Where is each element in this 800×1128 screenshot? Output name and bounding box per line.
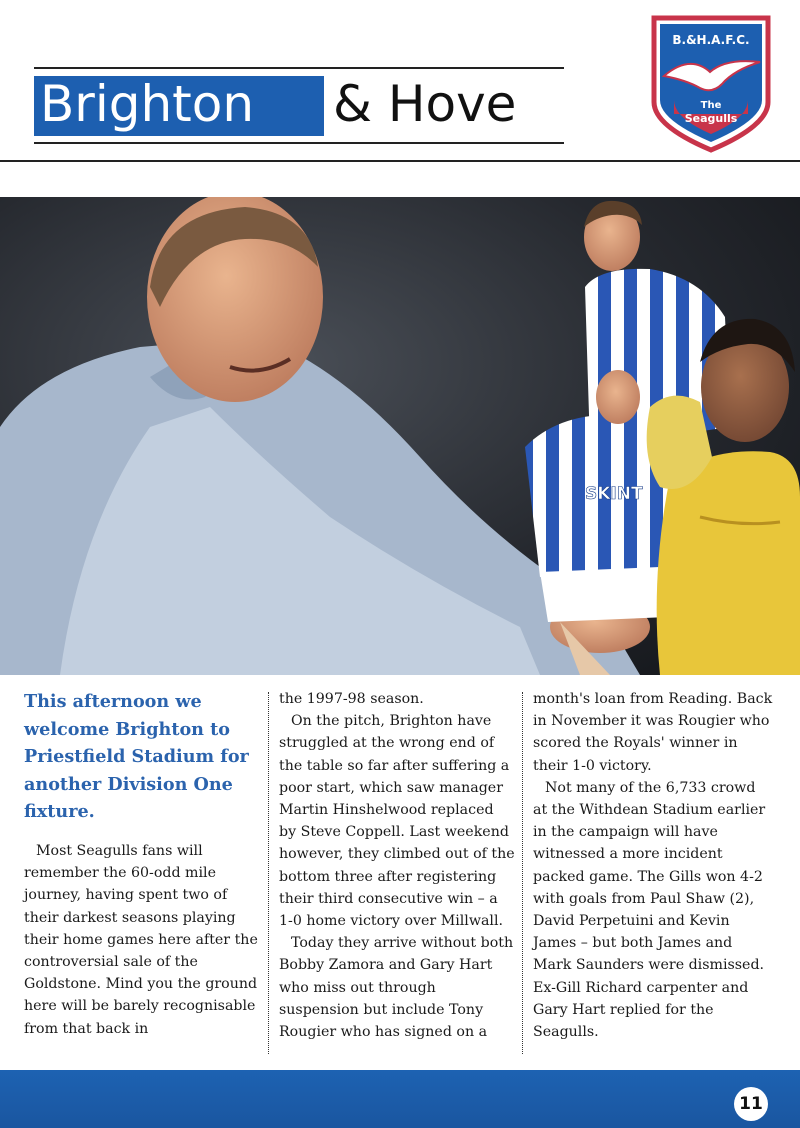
article-column-3 [533, 688, 773, 1043]
article-paragraph: Today they arrive without both Bobby Zamora and Gary Hart who miss out through suspension but include Tony Rougier who has signed on a [279, 935, 514, 1041]
header-rule-bottom [34, 142, 564, 144]
club-crest-icon [650, 14, 772, 154]
column-divider [268, 692, 269, 1054]
article-paragraph: On the pitch, Brighton have struggled at the wrong end of the table so far after suffering a poor start, which saw manager Martin Hinshelwood replaced by Steve Coppell. Last weekend however, they climbed out of the bottom three after registering their third consecutive win – a 1-0 home victory over Millwall. [279, 713, 515, 930]
article-paragraph: Most Seagulls fans will remember the 60-odd mile journey, having spent two of their darkest seasons playing their home games here after the controversial sale of the Goldstone. Mind you the ground here will be barely recognisable from that back in [24, 842, 258, 1037]
article-column-2 [279, 688, 515, 1043]
crest-top-text: B.&H.A.F.C. [672, 33, 750, 47]
header-divider [0, 160, 800, 162]
crest-seagulls-text: Seagulls [684, 112, 738, 125]
page-footer [0, 1070, 800, 1128]
article-paragraph: Not many of the 6,733 crowd at the Withdean Stadium earlier in the campaign will have witnessed a more incident packed game. The Gills won 4-2 with goals from Paul Shaw (2), David Perpetuini and Kevin James – but both James and Mark Saunders were dismissed. Ex-Gill Richard carpenter and Gary Hart replied for the Seagulls. [533, 779, 766, 1041]
title-brighton: Brighton [40, 75, 255, 133]
page-number: 11 [734, 1087, 768, 1121]
photo-collage [0, 197, 800, 675]
photo-illustration [0, 197, 800, 675]
article-column-1 [24, 688, 260, 1040]
header-rule-top [34, 67, 564, 69]
article-paragraph: month's loan from Reading. Back in November it was Rougier who scored the Royals' winner in their 1-0 victory. [533, 691, 773, 774]
column-divider [522, 692, 523, 1054]
page-header [0, 0, 800, 196]
article-paragraph: the 1997-98 season. [279, 691, 424, 707]
shirt-sponsor-text: SKINT [585, 484, 643, 504]
article-lead: This afternoon we welcome Brighton to Priestfield Stadium for another Division One fixture. [24, 691, 249, 823]
title-and-hove: & Hove [333, 75, 517, 133]
crest-the-text: The [700, 100, 722, 111]
